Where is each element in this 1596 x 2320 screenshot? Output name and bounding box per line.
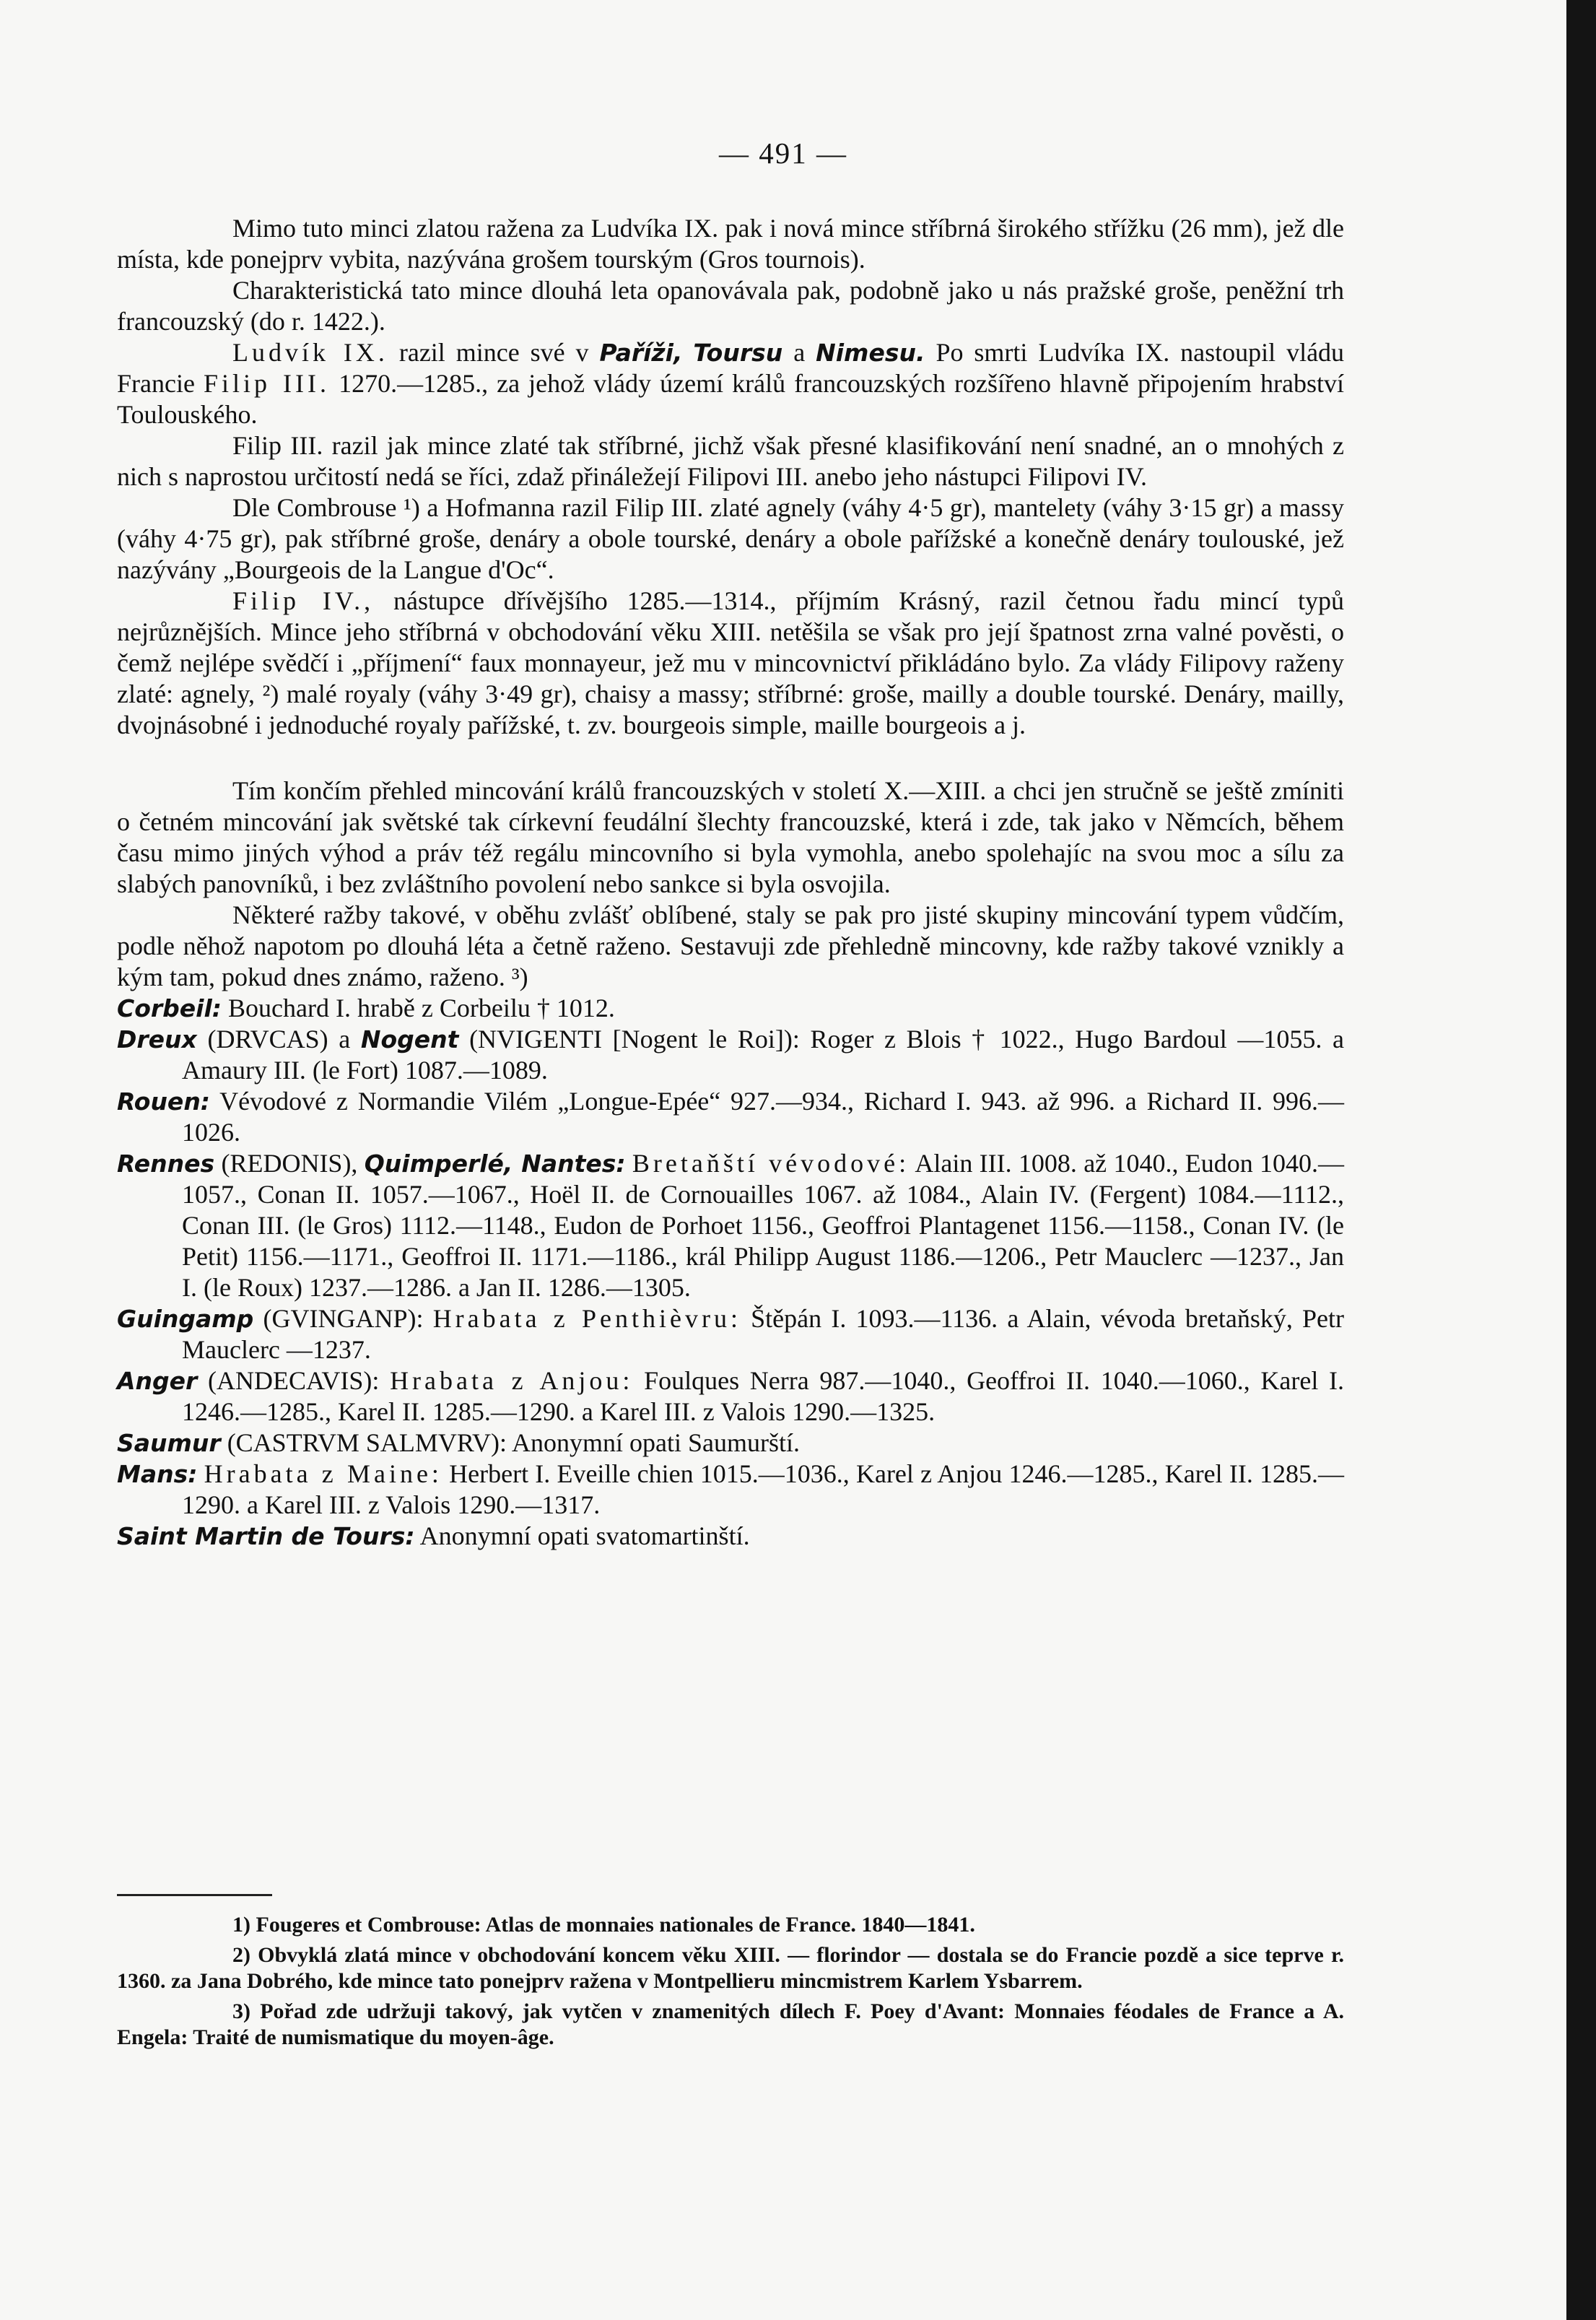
mint-entry-guingamp [117,1303,1344,1365]
entry-text: Foulques Nerra 987.—1040., Geoffroi II. 1040.—1060., Karel I. 1246.—1285., Karel II. 1285.—1290. a Karel III. z Valois 1290.—1325. [182,1366,1345,1426]
dynasty-title: Hrabata z Anjou: [390,1366,634,1395]
mint-entry-saumur [117,1428,1344,1459]
mint-entry-anger [117,1365,1344,1428]
dynasty-title: Bretaňští vévodové: [632,1149,910,1178]
entry-text: Herbert I. Eveille chien 1015.—1036., Karel z Anjou 1246.—1285., Karel II. 1285.—1290. a Karel III. z Valois 1290.—1317. [182,1459,1345,1519]
dynasty-title: Hrabata z Maine: [204,1459,442,1488]
footnote-divider [117,1894,272,1896]
body-text [117,213,1344,1552]
paragraph-text: razil mince své v [398,338,589,367]
paragraph-8: Některé ražby takové, v oběhu zvlášť oblíbené, staly se pak pro jisté skupiny mincování typem vůdčím, podle něhož napotom po dlouhá léta a četně raženo. Sestavuji zde přehledně mincovny, kde ražby takové vznikly a kým tam, pokud dnes známo, raženo. ³) [117,900,1344,991]
place-name: Saint Martin de Tours: [117,1522,415,1550]
place-name: Rouen: [117,1087,211,1116]
paragraph-text: nástupce dřívějšího 1285.—1314., příjmím Krásný, razil četnou řadu mincí typů nejrůznějších. Mince jeho stříbrná v obchodování věku XIII. netěšila se však pro její špatnost zrna valné pověsti, o čemž nejlépe svědčí i „příjmení“ faux monnayeur, jež mu v mincovnictví přikládáno bylo. Za vlády Filipovy raženy zlaté: agnely, ²) malé royaly (váhy 3·49 gr), chaisy a massy; stříbrné: groše, mailly a double tourské. Denáry, mailly, dvojnásobné i jednoduché royaly pařížské, t. zv. bourgeois simple, maille bourgeois a j. [117,586,1345,739]
place-name: Nimesu. [816,339,925,367]
entry-text: (DRVCAS) a [207,1025,351,1053]
mint-entry-mans [117,1459,1344,1521]
mint-entry-tours [117,1521,1344,1552]
paragraph-5: Dle Combrouse ¹) a Hofmanna razil Filip III. zlaté agnely (váhy 4·5 gr), mantelety (váhy 3·15 gr) a massy (váhy 4·75 gr), pak stříbrné groše, denáry a obole tourské, denáry a obole pařížské a konečně denáry toulouské, jež nazývány „Bourgeois de la Langue d'Oc“. [117,493,1344,584]
place-name: Toursu [693,339,783,367]
paragraph-2: Charakteristická tato mince dlouhá leta opanovávala pak, podobně jako u nás pražské groše, peněžní trh francouzský (do r. 1422.). [117,276,1344,336]
place-name: Quimperlé, Nantes: [364,1150,626,1178]
entry-text: (GVINGANP): [263,1304,424,1333]
mint-entry-dreux [117,1024,1344,1086]
scan-edge [1566,0,1596,2320]
footnote-2: 2) Obvyklá zlatá mince v obchodování koncem věku XIII. — florindor — dostala se do Francie pozdě a sice teprve r. 1360. za Jana Dobrého, kde mince tato ponejprv ražena v Montpellieru mincmistrem Karlem Ysbarrem. [117,1943,1344,1993]
entry-text: Anonymní opati svatomartinští. [419,1521,750,1550]
mint-entry-rennes [117,1148,1344,1303]
entry-text: (ANDECAVIS): [208,1366,380,1395]
place-name: Anger [117,1367,198,1395]
place-name: Rennes [117,1150,215,1178]
ruler-name: Ludvík IX. [232,338,388,367]
paragraph-6 [117,586,1344,741]
mint-entry-rouen [117,1086,1344,1148]
paragraph-text: a [793,338,806,367]
footnote-3: 3) Pořad zde udržuji takový, jak vytčen v znamenitých dílech F. Poey d'Avant: Monnaies féodales de France a A. Engela: Traité de numismatique du moyen-âge. [117,1999,1344,2049]
entry-text: (REDONIS), [221,1149,358,1178]
place-name: Nogent [360,1025,459,1053]
paragraph-3 [117,337,1344,430]
footnotes [117,1912,1344,2055]
place-name: Guingamp [117,1305,254,1333]
place-name: Mans: [117,1460,198,1488]
place-name: Dreux [117,1025,197,1053]
paragraph-7: Tím končím přehled mincování králů francouzských v století X.—XIII. a chci jen stručně se ještě zmíniti o četném mincování jak světské tak církevní feudální šlechty francouzské, která i zde, tak jako v Němcích, během času mimo jiných výhod a práv též regálu mincovního si byla vymohla, anebo spolehajíc na svou moc a sílu za slabých panovníků, i bez zvláštního povolení nebo sankce si byla osvojila. [117,776,1344,898]
entry-text: (CASTRVM SALMVRV): Anonymní opati Saumurští. [227,1428,800,1457]
paragraph-text: 1270.—1285., za jehož vlády území králů francouzských rozšířeno hlavně připojením hrabství Toulouského. [117,369,1345,429]
paragraph-4: Filip III. razil jak mince zlaté tak stříbrné, jichž však přesné klasifikování není snadné, an o mnohých z nich s naprostou určitostí nedá se říci, zdaž přináležejí Filipovi III. anebo jeho nástupci Filipovi IV. [117,431,1344,491]
page-number: — 491 — [719,136,847,170]
ruler-name: Filip IV., [232,586,375,615]
mint-entry-corbeil [117,993,1344,1024]
entry-text: Alain III. 1008. až 1040., Eudon 1040.—1057., Conan II. 1057.—1067., Hoël II. de Cornouailles 1067. až 1084., Alain IV. (Fergent) 1084.—1112., Conan III. (le Gros) 1112.—1148., Eudon de Porhoet 1156., Geoffroi Plantagenet 1156.—1158., Conan IV. (le Petit) 1156.—1171., Geoffroi II. 1171.—1186., král Philipp August 1186.—1206., Petr Mauclerc —1237., Jan I. (le Roux) 1237.—1286. a Jan II. 1286.—1305. [182,1149,1344,1302]
entry-text: Vévodové z Normandie Vilém „Longue-Epée“ 927.—934., Richard I. 943. až 996. a Richard II. 996.—1026. [182,1087,1345,1147]
place-name: Corbeil: [117,994,222,1022]
place-name: Paříži, [599,339,683,367]
paragraph-text: Po smrti Ludvíka IX. nastoupil vládu Francie [117,338,1345,398]
entry-text: (NVIGENTI [Nogent le Roi]): Roger z Blois † 1022., Hugo Bardoul —1055. a Amaury III. (le Fort) 1087.—1089. [182,1025,1345,1085]
ruler-name: Filip III. [204,369,331,398]
footnote-1: 1) Fougeres et Combrouse: Atlas de monnaies nationales de France. 1840—1841. [232,1913,975,1937]
dynasty-title: Hrabata z Penthièvru: [432,1304,741,1333]
place-name: Saumur [117,1429,221,1457]
entry-text: Štěpán I. 1093.—1136. a Alain, vévoda bretaňský, Petr Mauclerc —1237. [182,1304,1345,1364]
section-gap [117,741,1344,775]
entry-text: Bouchard I. hrabě z Corbeilu † 1012. [228,994,615,1022]
paragraph-1: Mimo tuto minci zlatou ražena za Ludvíka IX. pak i nová mince stříbrná širokého střížku (26 mm), jež dle místa, kde ponejprv vybita, nazývána grošem tourským (Gros tournois). [117,214,1344,274]
